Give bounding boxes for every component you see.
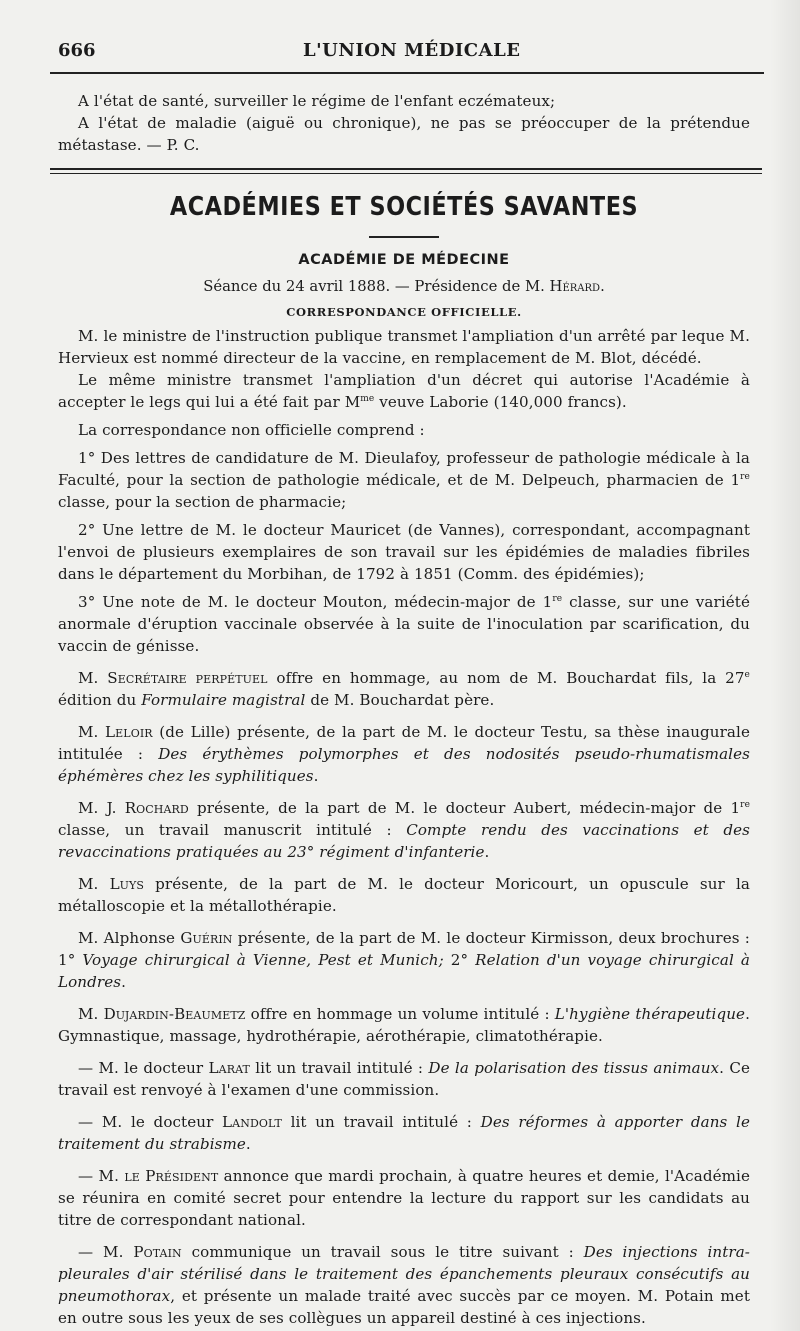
paragraph-8: M. Leloir (de Lille) présente, de la part de M. le docteur Testu, sa thèse inaugurale intitulée : Des érythèmes polymorphes et des nodosités pseudo-rhumatismales éphémères chez les syphilitiques. [58,723,750,785]
title-rule [369,236,439,238]
article-body [58,325,750,1329]
paragraph-15: — M. le Président annonce que mardi prochain, à quatre heures et demie, l'Académie se réunira en comité secret pour entendre la lecture du rapport sur les candidats au titre de correspondant national. [58,1167,751,1229]
paragraph-11: M. Alphonse Guérin présente, de la part de M. le docteur Kirmisson, deux brochures : 1° Voyage chirurgical à Vienne, Pest et Munich; 2° Relation d'un voyage chirurgical à Londres. [58,929,751,991]
paragraph-9: M. J. Rochard présente, de la part de M. le docteur Aubert, médecin-major de 1re classe, un travail manuscrit intitulé : Compte rendu des vaccinations et des revaccinations pratiquées au 23° régiment d'infanterie. [58,799,751,861]
section-divider [50,168,762,174]
academy-title: ACADÉMIE DE MÉDECINE [298,252,510,268]
journal-title: L'UNION MÉDICALE [303,40,521,61]
intro-block [58,90,750,156]
page-number: 666 [58,40,96,61]
session-date: Séance du 24 avril 1888. — Présidence de M. [203,278,545,295]
paragraph-3: La correspondance non officielle comprend : [78,421,425,439]
paragraph-16: — M. Potain communique un travail sous le titre suivant : Des injections intra-pleurales d'air stérilisé dans le traitement des épanchements pleuraux consécutifs au pneumothorax, et présente un malade traité avec succès par ce moyen. M. Potain met en outre sous les yeux de ses collègues un appareil destiné à ces injections. [58,1243,750,1327]
running-head [58,34,750,66]
page-shadow [770,0,800,1331]
section-title: ACADÉMIES ET SOCIÉTÉS SAVANTES [169,192,639,222]
intro-line-1: A l'état de santé, surveiller le régime de l'enfant eczémateux; [78,92,556,110]
paragraph-13: — M. le docteur Larat lit un travail intitulé : De la polarisation des tissus animaux. Ce travail est renvoyé à l'examen d'une commission. [58,1059,751,1099]
paragraph-6: 3° Une note de M. le docteur Mouton, médecin-major de 1re classe, sur une variété anormale d'éruption vaccinale observée à la suite de l'inoculation par scarification, du vaccin de génisse. [58,593,751,655]
session-line: Séance du 24 avril 1888. — Présidence de M. Hérard. [203,278,605,295]
header-rule [50,72,764,74]
paragraph-10: M. Luys présente, de la part de M. le docteur Moricourt, un opuscule sur la métalloscopie et la métallothérapie. [58,875,750,915]
paragraph-5: 2° Une lettre de M. le docteur Mauricet (de Vannes), correspondant, accompagnant l'envoi de plusieurs exemplaires de son travail sur les épidémies de maladies fibriles dans le département du Morbihan, de 1792 à 1851 (Comm. des épidémies); [58,521,750,583]
paragraph-12: M. Dujardin-Beaumetz offre en hommage un volume intitulé : L'hygiène thérapeutique. Gymnastique, massage, hydrothérapie, aérothérapie, climatothérapie. [58,1005,750,1045]
paragraph-1: M. le ministre de l'instruction publique transmet l'ampliation d'un arrêté par leque M. Hervieux est nommé directeur de la vaccine, en remplacement de M. Blot, décédé. [58,327,750,367]
paragraph-4: 1° Des lettres de candidature de M. Dieulafoy, professeur de pathologie médicale à la Faculté, pour la section de pathologie médicale, et de M. Delpeuch, pharmacien de 1re classe, pour la section de pharmacie; [58,449,750,511]
paragraph-2: Le même ministre transmet l'ampliation d'un décret qui autorise l'Académie à accepter le legs qui lui a été fait par $M^{me}$ veuve Laborie (140,000 francs). [58,371,750,411]
paragraph-7: M. Secrétaire perpétuel offre en hommage, au nom de M. Bouchardat fils, la 27e édition du Formulaire magistral de M. Bouchardat père. [58,669,750,709]
president-name: Hérard [549,278,601,295]
intro-line-2: A l'état de maladie (aiguë ou chronique), ne pas se préoccuper de la prétendue métastase. — P. C. [58,114,750,154]
paragraph-14: — M. le docteur Landolt lit un travail intitulé : Des réformes à apporter dans le traitement du strabisme. [58,1113,751,1153]
correspondence-heading: CORRESPONDANCE OFFICIELLE. [286,305,522,319]
